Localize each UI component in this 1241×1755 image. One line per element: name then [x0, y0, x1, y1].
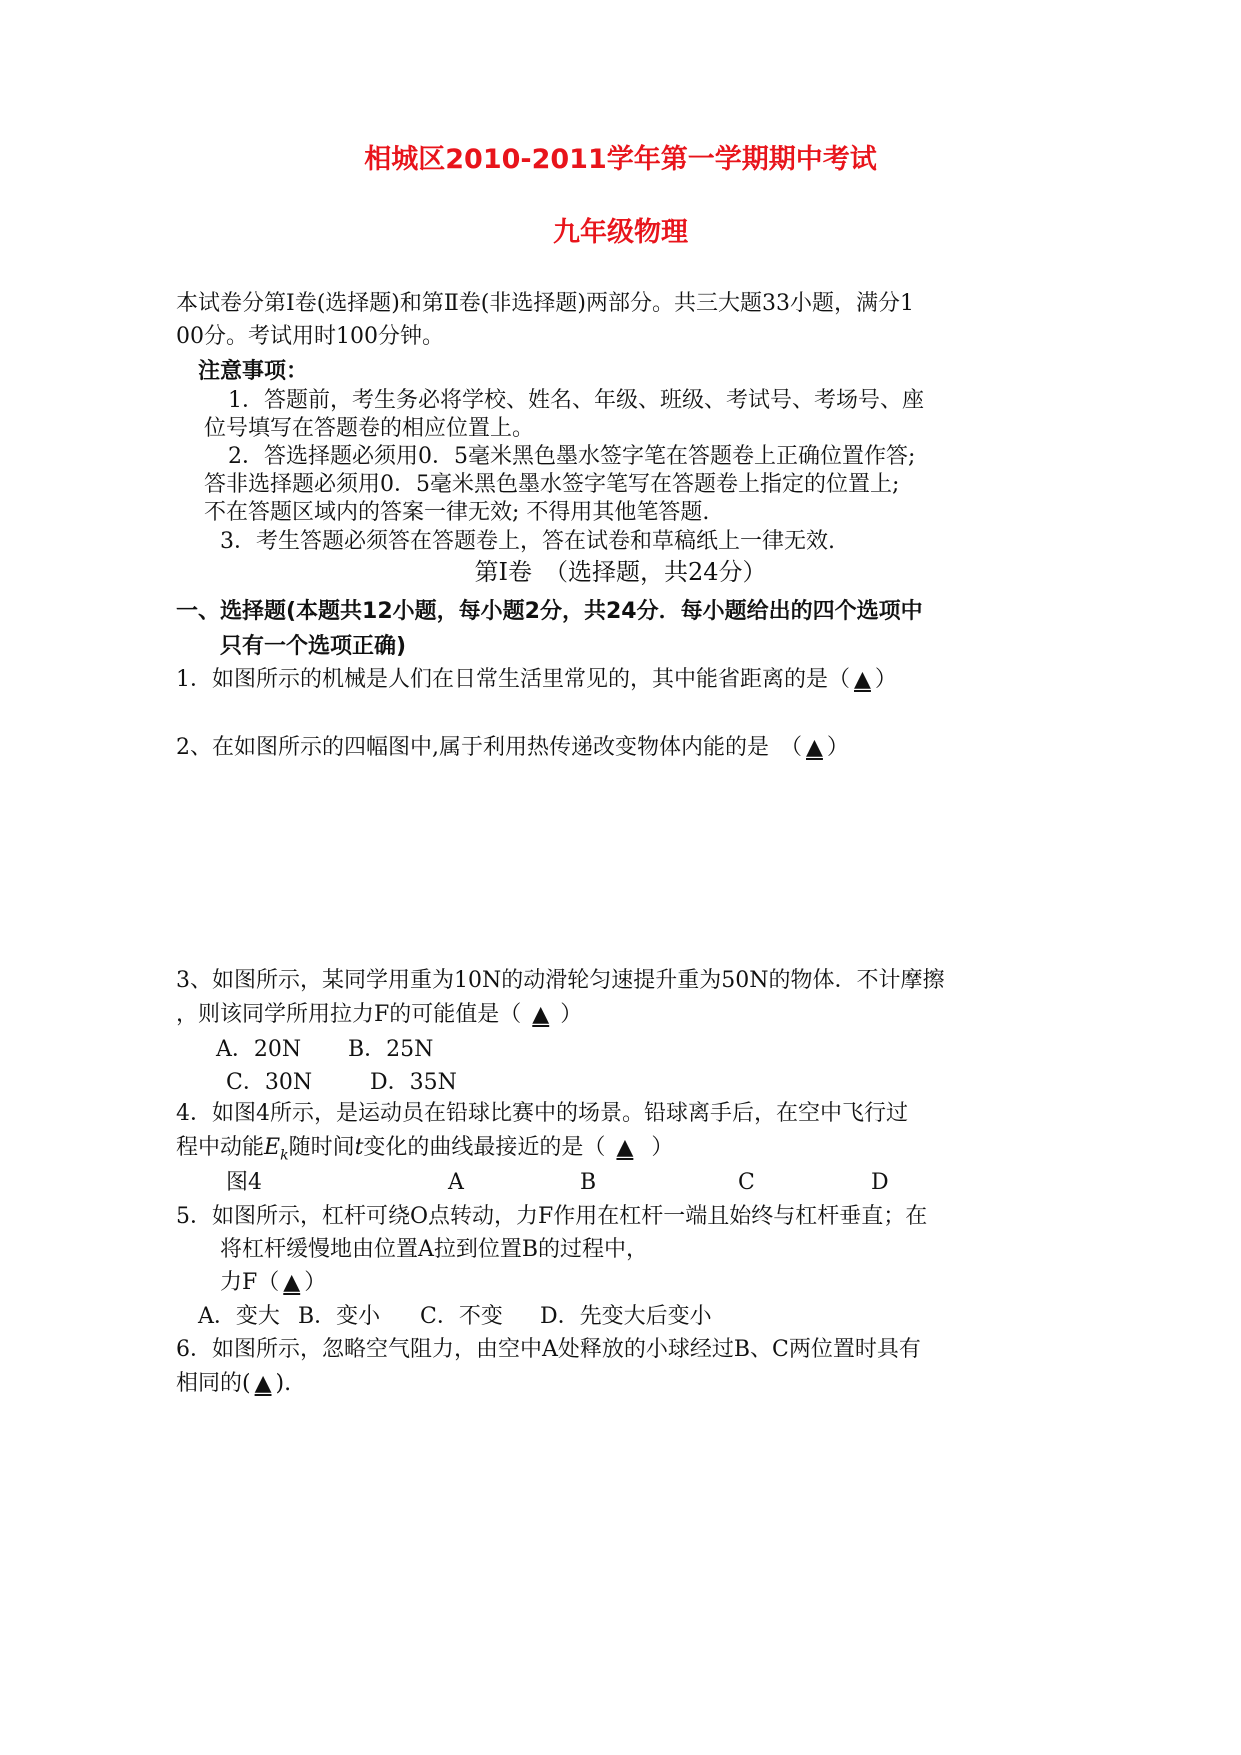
question-3-text: ，则该同学所用拉力F的可能值是（ — [176, 1002, 522, 1027]
question-5-option-b: B．变小 — [298, 1304, 381, 1329]
question-5-line-3 — [220, 1268, 326, 1298]
question-5-line-1: 5．如图所示，杠杆可绕O点转动，力F作用在杠杆一端且始终与杠杆垂直；在 — [176, 1204, 928, 1229]
section-1-instructions-line-1: 一、选择题(本题共12小题，每小题2分，共24分．每小题给出的四个选项中 — [176, 599, 923, 624]
question-3-line-2 — [176, 1000, 582, 1030]
note-1-line-2: 位号填写在答题卷的相应位置上。 — [204, 416, 535, 441]
intro-line-2: 00分。考试用时100分钟。 — [176, 324, 444, 349]
question-2-end: ） — [826, 735, 849, 760]
question-1 — [176, 665, 897, 695]
section-1-instructions-line-2: 只有一个选项正确) — [220, 634, 407, 659]
figure-4-label-b: B — [580, 1170, 597, 1195]
exam-subtitle: 九年级物理 — [553, 217, 688, 248]
question-4-line-2 — [176, 1133, 673, 1170]
kinetic-energy-symbol: E — [264, 1135, 281, 1160]
question-5-end: ） — [304, 1270, 327, 1295]
answer-blank-6: ▲ — [254, 1371, 272, 1396]
question-2 — [176, 733, 849, 763]
question-5-option-a: A．变大 — [198, 1304, 280, 1329]
question-3-end: ） — [560, 1002, 583, 1027]
notes-heading: 注意事项： — [198, 359, 309, 384]
figure-4-caption: 图4 — [226, 1170, 262, 1195]
question-6-line-2 — [176, 1369, 291, 1399]
answer-blank-5: ▲ — [283, 1270, 301, 1295]
note-1-line-1: 1．答题前，考生务必将学校、姓名、年级、班级、考试号、考场号、座 — [228, 388, 924, 413]
note-2-line-1: 2．答选择题必须用0．5毫米黑色墨水签字笔在答题卷上正确位置作答; — [228, 444, 916, 469]
question-5-text: 力F（ — [220, 1270, 280, 1295]
section-1-heading: 第Ⅰ卷 （选择题，共24分） — [474, 558, 767, 586]
answer-blank-1: ▲ — [854, 667, 871, 692]
exam-title: 相城区2010-2011学年第一学期期中考试 — [364, 144, 877, 175]
question-5-option-d: D．先变大后变小 — [540, 1304, 712, 1329]
question-6-end: ). — [275, 1371, 292, 1396]
question-2-text: 2、在如图所示的四幅图中,属于利用热传递改变物体内能的是 （ — [176, 735, 802, 760]
answer-blank-2: ▲ — [806, 735, 823, 760]
question-5-option-c: C．不变 — [420, 1304, 503, 1329]
figure-4-label-a: A — [448, 1170, 464, 1195]
answer-blank-3: ▲ — [532, 1002, 550, 1027]
question-1-end: ） — [874, 667, 897, 692]
question-1-text: 1．如图所示的机械是人们在日常生活里常见的，其中能省距离的是（ — [176, 667, 850, 692]
question-4-text-a: 程中动能 — [176, 1135, 265, 1160]
question-3-line-1: 3、如图所示，某同学用重为10N的动滑轮匀速提升重为50N的物体．不计摩擦 — [176, 968, 945, 993]
time-symbol: t — [354, 1135, 364, 1160]
question-5-line-2: 将杠杆缓慢地由位置A拉到位置B的过程中， — [220, 1237, 649, 1262]
question-4-line-1: 4．如图4所示，是运动员在铅球比赛中的场景。铅球离手后，在空中飞行过 — [176, 1101, 908, 1126]
question-3-option-c: C．30N — [226, 1070, 313, 1095]
note-2-line-3: 不在答题区域内的答案一律无效; 不得用其他笔答题. — [204, 500, 710, 525]
question-3-option-b: B．25N — [348, 1037, 434, 1062]
question-4-text-b: 随时间 — [288, 1135, 355, 1160]
figure-4-label-d: D — [871, 1170, 889, 1195]
answer-blank-4: ▲ — [616, 1135, 634, 1160]
question-6-text: 相同的( — [176, 1371, 251, 1396]
question-6-line-1: 6．如图所示，忽略空气阻力，由空中A处释放的小球经过B、C两位置时具有 — [176, 1337, 921, 1362]
kinetic-energy-subscript: k — [280, 1147, 289, 1164]
question-3-option-d: D．35N — [370, 1070, 457, 1095]
question-4-end: ） — [651, 1135, 674, 1160]
note-2-line-2: 答非选择题必须用0．5毫米黑色墨水签字笔写在答题卷上指定的位置上; — [204, 472, 900, 497]
figure-4-label-c: C — [738, 1170, 755, 1195]
note-3: 3．考生答题必须答在答题卷上，答在试卷和草稿纸上一律无效. — [220, 529, 835, 554]
intro-line-1: 本试卷分第Ⅰ卷(选择题)和第Ⅱ卷(非选择题)两部分。共三大题33小题，满分1 — [176, 291, 914, 316]
question-3-option-a: A．20N — [216, 1037, 302, 1062]
question-4-text-c: 变化的曲线最接近的是（ — [363, 1135, 606, 1160]
